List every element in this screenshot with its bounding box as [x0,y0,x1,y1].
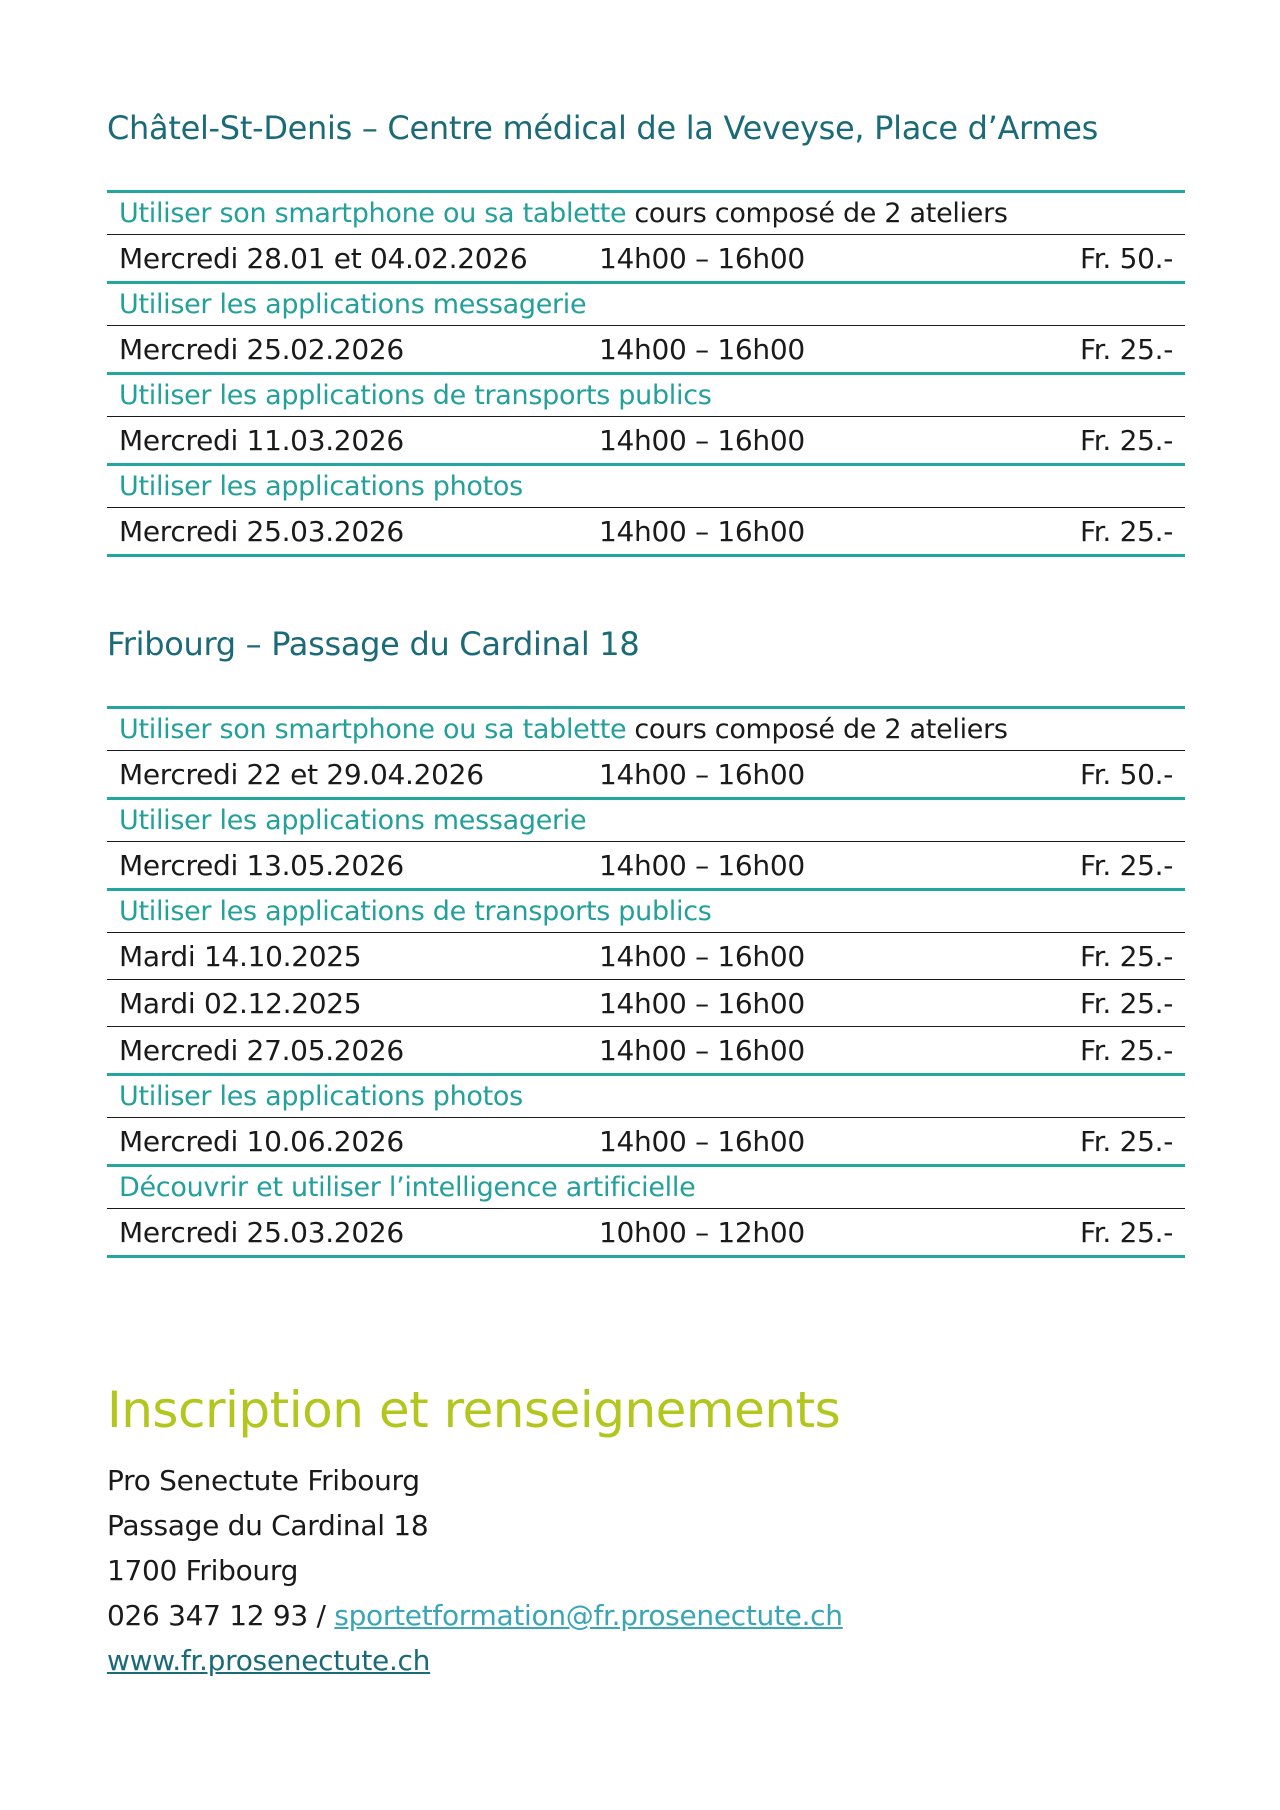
session-price: Fr. 25.- [1079,986,1173,1020]
phone-number: 026 347 12 93 / [107,1599,326,1632]
session-price: Fr. 25.- [1079,1033,1173,1067]
session-price: Fr. 50.- [1079,757,1173,791]
session-date: Mercredi 25.03.2026 [119,1215,404,1249]
location-section-fribourg [107,624,1185,1258]
table-row [107,1208,1185,1255]
course-title: Utiliser les applications messagerie [119,805,587,836]
session-price: Fr. 25.- [1079,939,1173,973]
course-header [107,706,1185,750]
table-row [107,507,1185,554]
course-note: cours composé de 2 ateliers [634,714,1008,745]
course-title: Utiliser les applications de transports publics [119,380,712,411]
session-price: Fr. 25.- [1079,514,1173,548]
session-date: Mardi 14.10.2025 [119,939,362,973]
session-price: Fr. 25.- [1079,1215,1173,1249]
schedule-table [107,706,1185,1258]
location-title: Fribourg – Passage du Cardinal 18 [107,625,640,663]
session-price: Fr. 25.- [1079,1124,1173,1158]
city-address: 1700 Fribourg [107,1554,299,1587]
session-time: 10h00 – 12h00 [599,1215,805,1249]
table-row [107,841,1185,888]
course-title: Utiliser les applications photos [119,1081,523,1112]
table-bottom-rule [107,554,1185,557]
website-link[interactable]: www.fr.prosenectute.ch [107,1644,431,1677]
course-title: Utiliser son smartphone ou sa tablette [119,198,627,229]
session-date: Mercredi 25.02.2026 [119,332,404,366]
session-time: 14h00 – 16h00 [599,241,805,275]
phone-email-line [107,1593,843,1638]
session-price: Fr. 50.- [1079,241,1173,275]
table-row [107,979,1185,1026]
table-row [107,932,1185,979]
session-price: Fr. 25.- [1079,848,1173,882]
table-row [107,1117,1185,1164]
session-time: 14h00 – 16h00 [599,1033,805,1067]
table-row [107,325,1185,372]
session-time: 14h00 – 16h00 [599,332,805,366]
session-time: 14h00 – 16h00 [599,1124,805,1158]
table-row [107,234,1185,281]
course-header [107,1164,1185,1208]
contact-heading: Inscription et renseignements [107,1381,841,1439]
course-title: Utiliser les applications photos [119,471,523,502]
table-row [107,750,1185,797]
course-header [107,463,1185,507]
session-time: 14h00 – 16h00 [599,939,805,973]
session-time: 14h00 – 16h00 [599,514,805,548]
course-header [107,281,1185,325]
organization-name: Pro Senectute Fribourg [107,1464,420,1497]
table-bottom-rule [107,1255,1185,1258]
session-price: Fr. 25.- [1079,332,1173,366]
session-date: Mercredi 28.01 et 04.02.2026 [119,241,528,275]
session-date: Mercredi 27.05.2026 [119,1033,404,1067]
session-price: Fr. 25.- [1079,423,1173,457]
course-header [107,1073,1185,1117]
location-section-chatel [107,108,1185,557]
course-header [107,190,1185,234]
contact-block [107,1458,843,1683]
schedule-table [107,190,1185,557]
location-title: Châtel-St-Denis – Centre médical de la Veveyse, Place d’Armes [107,109,1098,147]
course-title: Utiliser les applications messagerie [119,289,587,320]
session-time: 14h00 – 16h00 [599,986,805,1020]
table-row [107,416,1185,463]
course-header [107,372,1185,416]
session-date: Mercredi 25.03.2026 [119,514,404,548]
table-row [107,1026,1185,1073]
session-date: Mardi 02.12.2025 [119,986,362,1020]
course-title: Utiliser les applications de transports publics [119,896,712,927]
session-date: Mercredi 13.05.2026 [119,848,404,882]
session-time: 14h00 – 16h00 [599,423,805,457]
session-date: Mercredi 22 et 29.04.2026 [119,757,484,791]
course-header [107,888,1185,932]
course-title: Utiliser son smartphone ou sa tablette [119,714,627,745]
email-link[interactable]: sportetformation@fr.prosenectute.ch [334,1599,843,1632]
course-title: Découvrir et utiliser l’intelligence artificielle [119,1172,696,1203]
session-time: 14h00 – 16h00 [599,757,805,791]
course-note: cours composé de 2 ateliers [634,198,1008,229]
session-date: Mercredi 11.03.2026 [119,423,404,457]
course-header [107,797,1185,841]
street-address: Passage du Cardinal 18 [107,1509,429,1542]
session-time: 14h00 – 16h00 [599,848,805,882]
session-date: Mercredi 10.06.2026 [119,1124,404,1158]
